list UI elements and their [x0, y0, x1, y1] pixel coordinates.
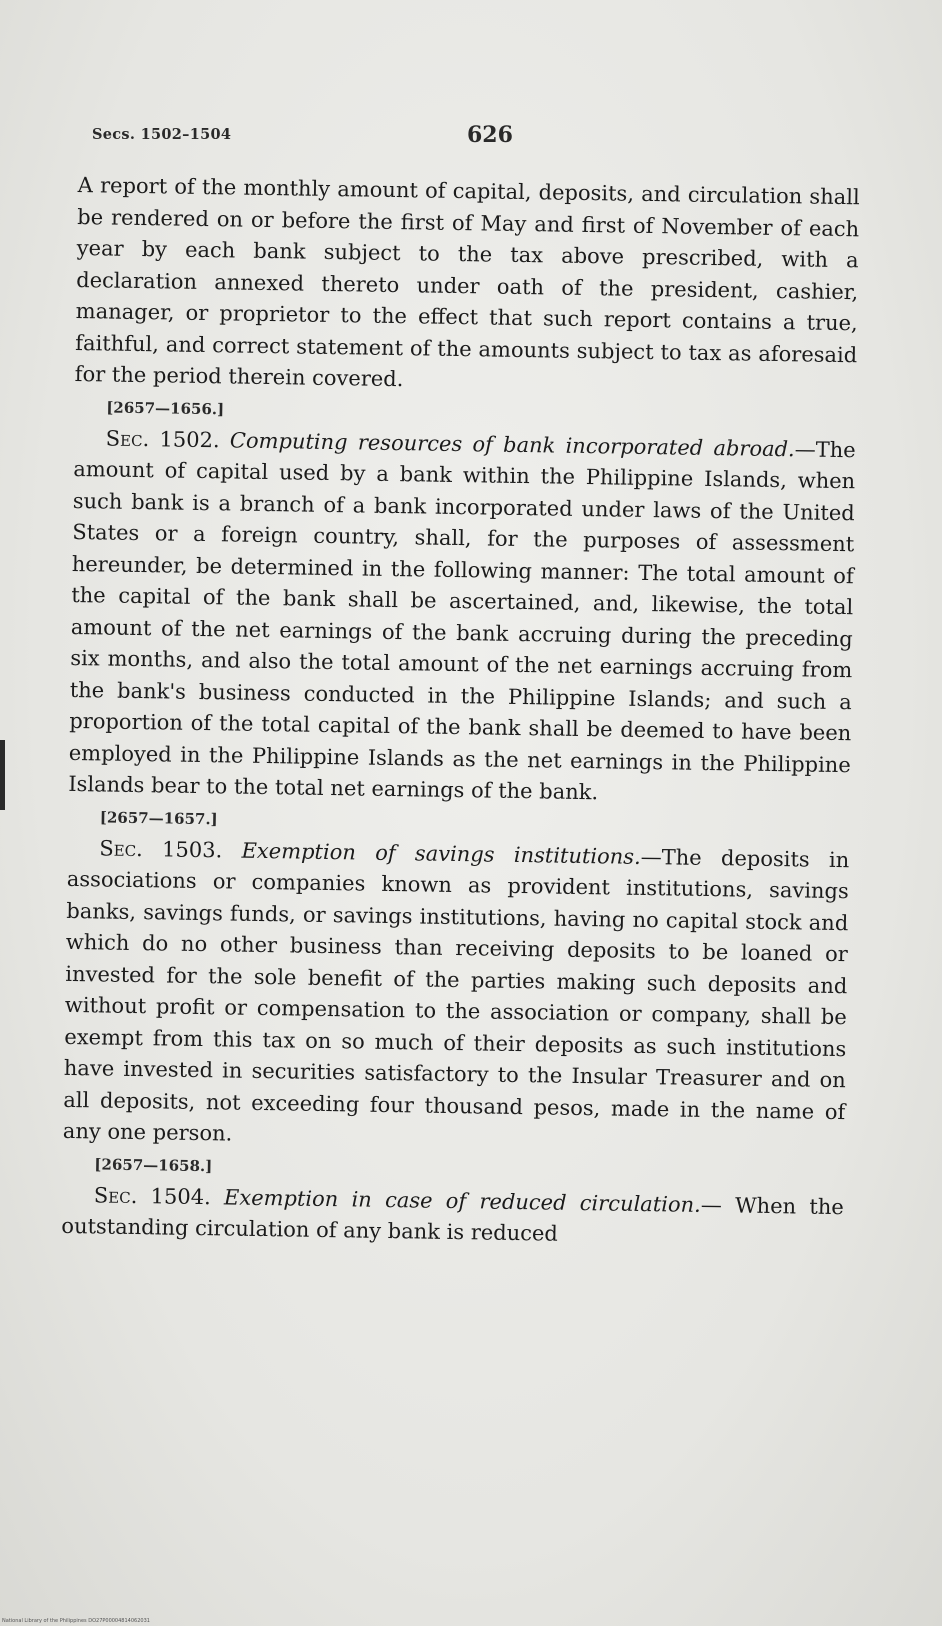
section-1502 — [68, 422, 856, 812]
section-1502-label: Sec. 1502. — [105, 425, 220, 452]
section-1504-title: Exemption in case of reduced circulation. — [223, 1184, 702, 1217]
section-1503-body: —The deposits in associations or companies known as provident institutions, savings banks, savings funds, or savings institutions, having no capital stock and which do no other business than receiving deposits to be loaned or invested for the sole benefit of the parties making such deposits and without profit or compensation to the association or company, shall be exempt from this tax on so much of their deposits as such institutions have invested in securities satisfactory to the Insular Treasurer and on all deposits, not exceeding four thousand pesos, made in the name of any one person. — [62, 844, 850, 1146]
section-1504-body: — When the outstanding circulation of any bank is reduced — [61, 1192, 844, 1246]
section-1504 — [61, 1179, 844, 1254]
section-1503-title: Exemption of savings institutions. — [241, 838, 641, 869]
citation-1658: [2657—1658.] — [94, 1154, 213, 1175]
section-1504-label: Sec. 1504. — [93, 1182, 211, 1209]
sections-reference: Secs. 1502–1504 — [92, 126, 232, 143]
page-number: 626 — [467, 122, 513, 148]
citation-1656: [2657—1656.] — [106, 397, 225, 418]
scan-source-footer: National Library of the Philippines DO27P00004814062031 — [2, 1618, 150, 1624]
section-1502-body: —The amount of capital used by a bank within the Philippine Islands, when such bank is a branch of a bank incorporated under laws of the United States or a foreign country, shall, for the purposes of assessment hereunder, be determined in the following manner: The total amount of the capital of the bank shall be ascertained, and, likewise, the total amount of the net earnings of the bank accruing during the preceding six months, and also the total amount of the net earnings accruing from the bank's business conducted in the Philippine Islands; and such a proportion of the total capital of the bank shall be deemed to have been employed in the Philippine Islands as the net earnings in the Philippine Islands bear to the total net earnings of the bank. — [68, 436, 856, 805]
section-1503-label: Sec. 1503. — [99, 835, 223, 862]
body-text — [61, 170, 860, 1255]
section-1502-title: Computing resources of bank incorporated abroad. — [229, 427, 795, 461]
running-head — [92, 122, 882, 152]
section-1503 — [63, 832, 850, 1159]
scan-edge-mark — [0, 740, 5, 810]
citation-1657: [2657—1657.] — [99, 807, 218, 828]
paragraph-report-requirement: A report of the monthly amount of capital, deposits, and circulation shall be rendered on or before the first of May and first of November of each year by each bank subject to the tax above prescribed, with a declaration annexed thereto under oath of the president, cashier, manager, or proprietor to the effect that such report contains a true, faithful, and correct statement of the amounts subject to tax as aforesaid for the period therein covered. — [74, 172, 860, 392]
